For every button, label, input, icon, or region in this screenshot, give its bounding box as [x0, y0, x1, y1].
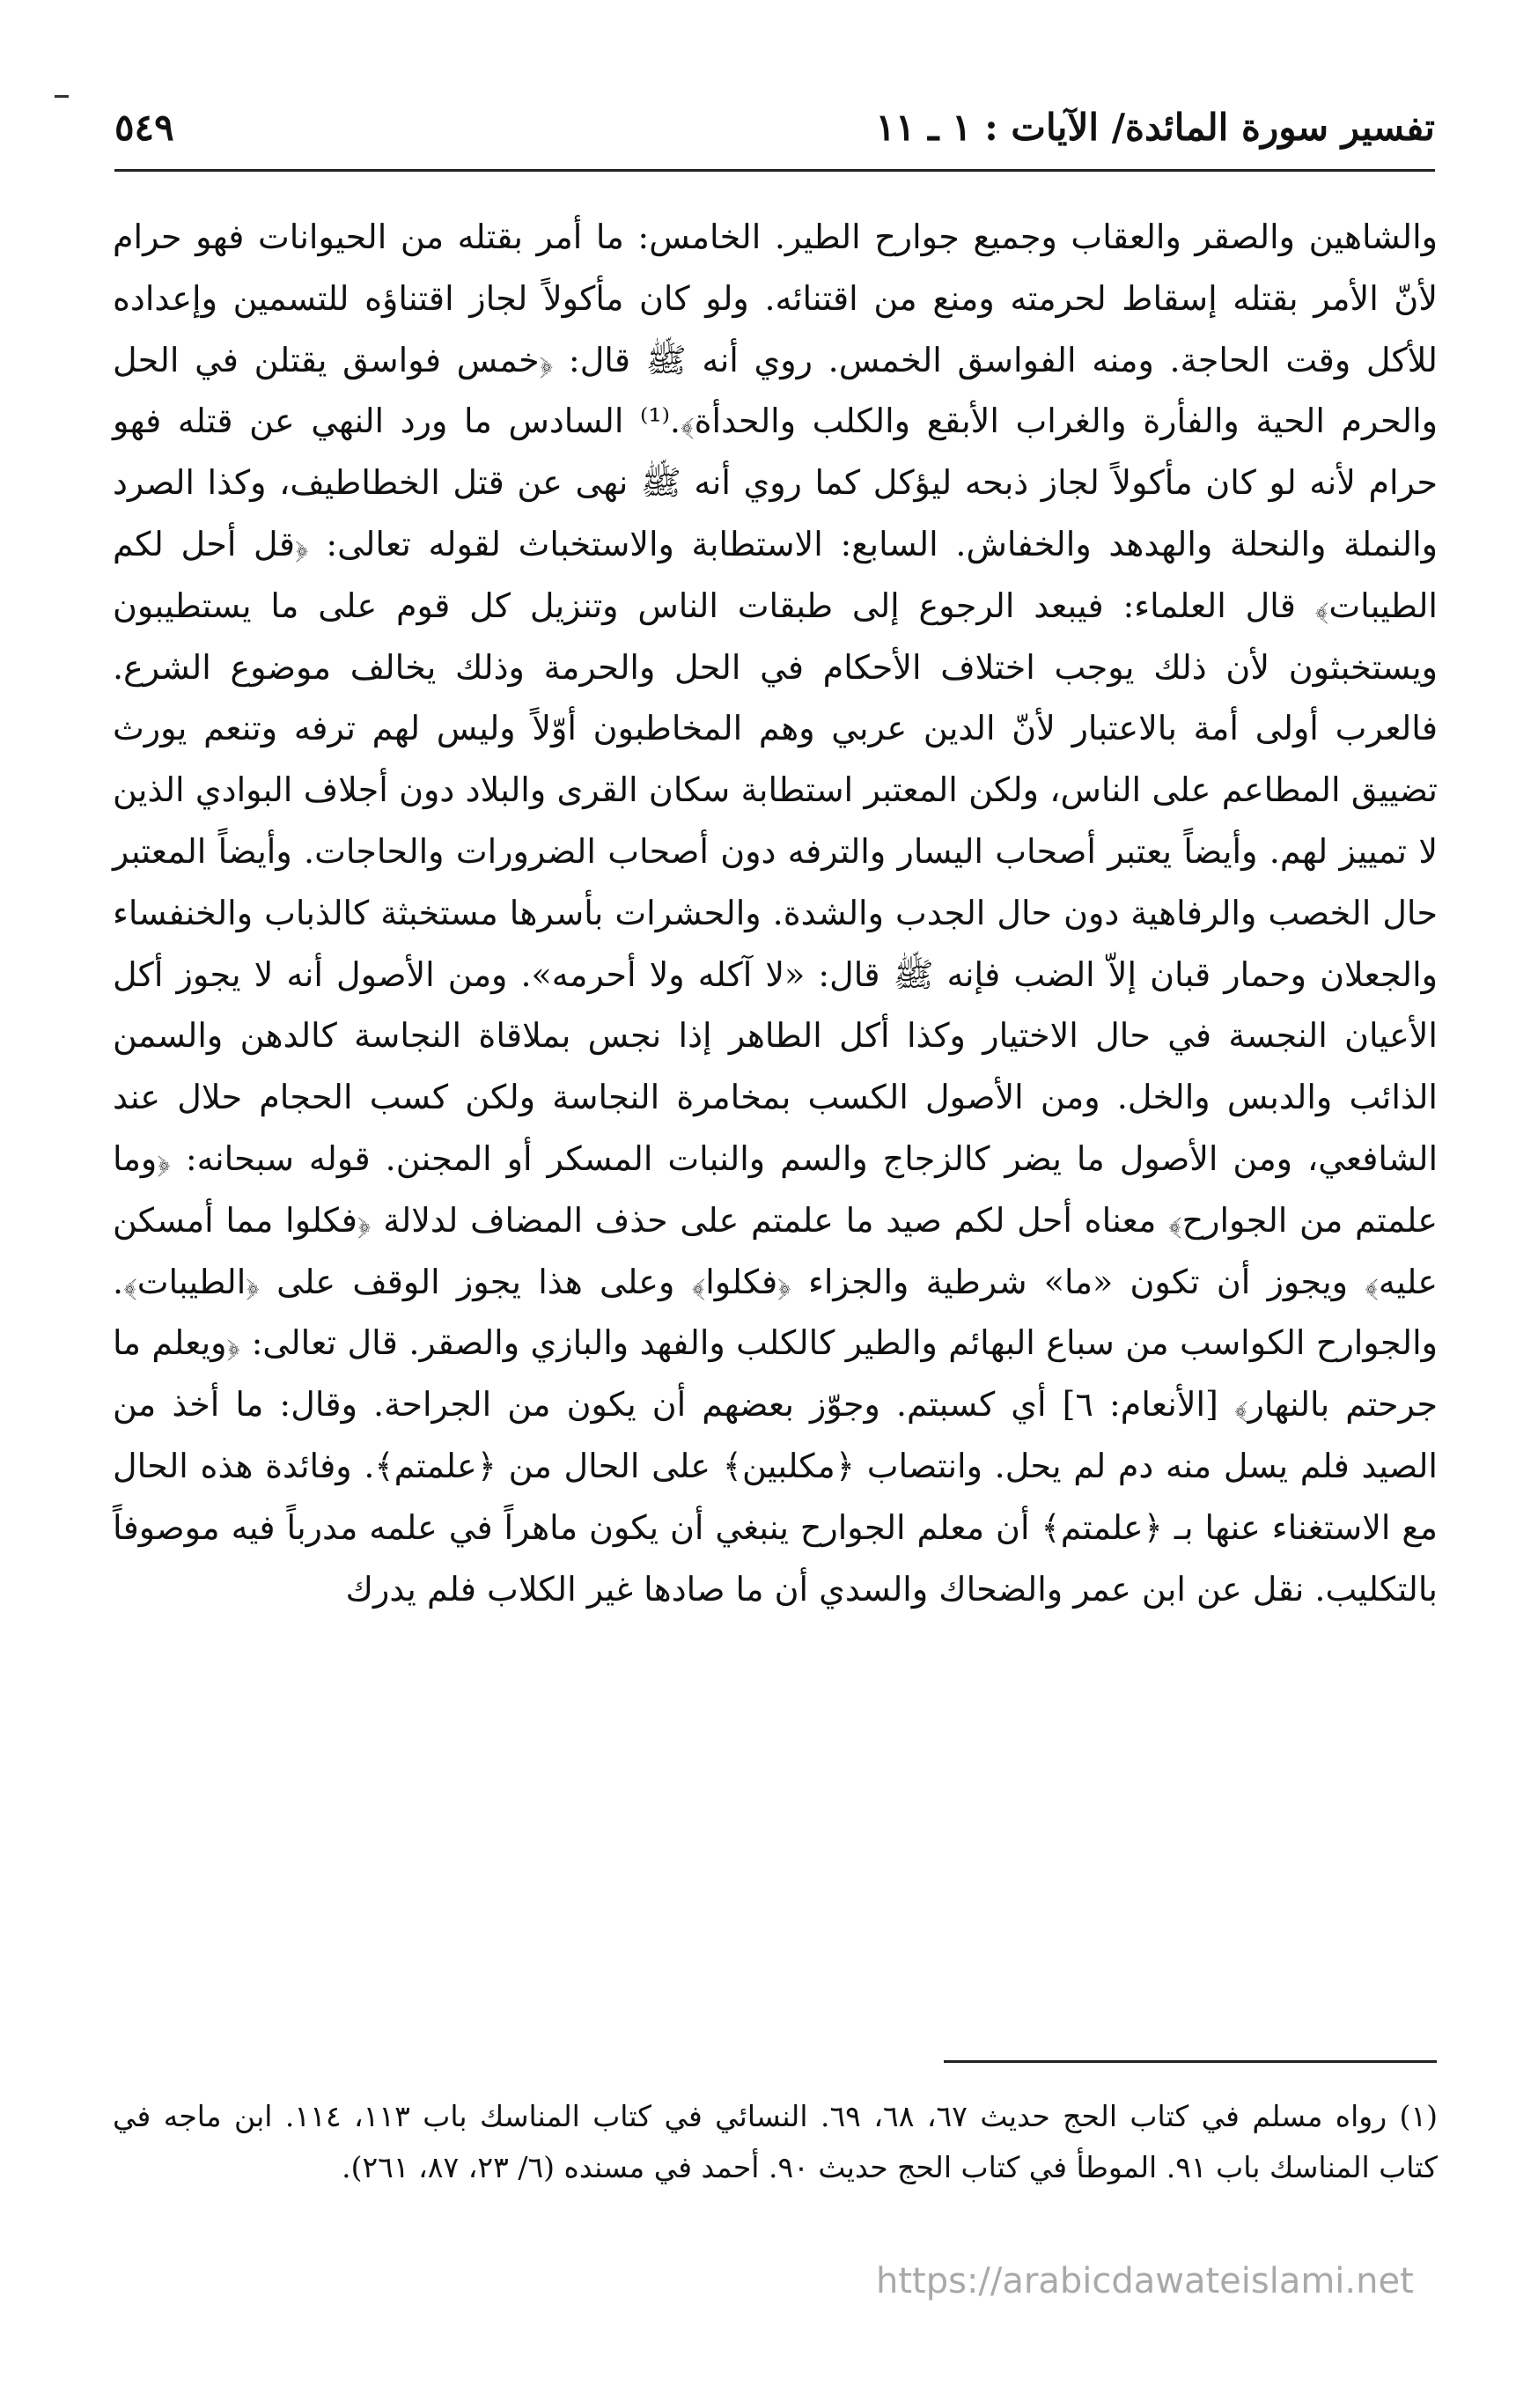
body-paragraph: والشاهين والصقر والعقاب وجميع جوارح الطير. الخامس: ما أمر بقتله من الحيوانات فهو حرام لأنّ الأمر بقتله إسقاط لحرمته ومنع من اقتنائه. ولو كان مأكولاً لجاز اقتناؤه للتسمين وإعداده للأكل وقت الحاجة. ومنه الفواسق الخمس. روي أنه ﷺ قال: ﴿خمس فواسق يقتلن في الحل والحرم الحية والفأرة والغراب الأبقع والكلب والحدأة﴾.⁽¹⁾ السادس ما ورد النهي عن قتله فهو حرام لأنه لو كان مأكولاً لجاز ذبحه ليؤكل كما روي أنه ﷺ نهى عن قتل الخطاطيف، وكذا الصرد والنملة والنحلة والهدهد والخفاش. السابع: الاستطابة والاستخباث لقوله تعالى: ﴿قل أحل لكم الطيبات﴾ قال العلماء: فيبعد الرجوع إلى طبقات الناس وتنزيل كل قوم على ما يستطيبون ويستخبثون لأن ذلك يوجب اختلاف الأحكام في الحل والحرمة وذلك يخالف موضوع الشرع. فالعرب أولى أمة بالاعتبار لأنّ الدين عربي وهم المخاطبون أوّلاً وليس لهم ترفه وتنعم يورث تضييق المطاعم على الناس، ولكن المعتبر استطابة سكان القرى والبلاد دون أجلاف البوادي الذين لا تمييز لهم. وأيضاً يعتبر أصحاب اليسار والترفه دون أصحاب الضرورات والحاجات. وأيضاً المعتبر حال الخصب والرفاهية دون حال الجدب والشدة. والحشرات بأسرها مستخبثة كالذباب والخنفساء والجعلان وحمار قبان إلاّ الضب فإنه ﷺ قال: «لا آكله ولا أحرمه». ومن الأصول أنه لا يجوز أكل الأعيان النجسة في حال الاختيار وكذا أكل الطاهر إذا نجس بملاقاة النجاسة كالدهن والسمن الذائب والدبس والخل. ومن الأصول الكسب بمخامرة النجاسة ولكن كسب الحجام حلال عند الشافعي، ومن الأصول ما يضر كالزجاج والسم والنبات المسكر أو المجنن. قوله سبحانه: ﴿وما علمتم من الجوارح﴾ معناه أحل لكم صيد ما علمتم على حذف المضاف لدلالة ﴿فكلوا مما أمسكن عليه﴾ ويجوز أن تكون «ما» شرطية والجزاء ﴿فكلوا﴾ وعلى هذا يجوز الوقف على ﴿الطيبات﴾. والجوارح الكواسب من سباع البهائم والطير كالكلب والفهد والبازي والصقر. قال تعالى: ﴿ويعلم ما جرحتم بالنهار﴾ [الأنعام: ٦] أي كسبتم. وجوّز بعضهم أن يكون من الجراحة. وقال: ما أخذ من الصيد فلم يسل منه دم لم يحل. وانتصاب ﴿مكلبين﴾ على الحال من ﴿علمتم﴾. وفائدة هذه الحال مع الاستغناء عنها بـ ﴿علمتم﴾ أن معلم الجوارح ينبغي أن يكون ماهراً في علمه مدرباً فيه موصوفاً بالتكليب. نقل عن ابن عمر والضحاك والسدي أن ما صادها غير الكلاب فلم يدرك [113, 217, 1439, 1609]
footnote-divider [944, 2060, 1437, 2063]
header-divider [114, 169, 1435, 172]
footnote-1: (١) رواه مسلم في كتاب الحج حديث ٦٧، ٦٨، ٦٩. النسائي في كتاب المناسك باب ١١٣، ١١٤. ابن ماجه في كتاب المناسك باب ٩١. الموطأ في كتاب الحج حديث ٩٠. أحمد في مسنده (٦/ ٢٣، ٨٧، ٢٦١). [113, 2099, 1439, 2184]
body-text [113, 207, 1438, 1620]
scan-mark [55, 95, 69, 98]
header-title: تفسير سورة المائدة/ الآيات : ١ ـ ١١ [875, 106, 1435, 149]
footnotes [113, 2091, 1438, 2193]
page-number: ٥٤٩ [114, 106, 174, 149]
running-header [114, 106, 1435, 158]
watermark-url: https://arabicdawateislami.net [876, 2261, 1414, 2301]
